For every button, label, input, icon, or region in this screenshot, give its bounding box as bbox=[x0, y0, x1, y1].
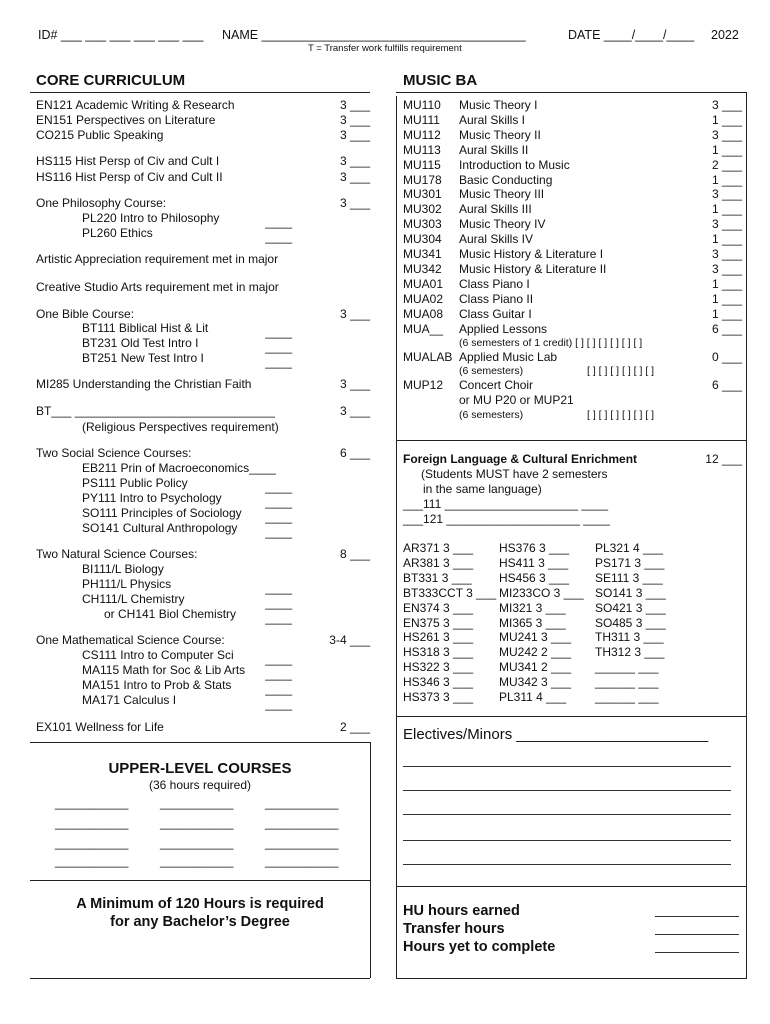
core-divider bbox=[30, 92, 370, 93]
core-course-label: Creative Studio Arts requirement met in major bbox=[36, 280, 279, 294]
music-course-code: MU304 bbox=[403, 232, 442, 247]
core-credit-blank[interactable]: ____ bbox=[265, 230, 292, 244]
enrichment-course[interactable]: MI365 3 ___ bbox=[499, 615, 566, 630]
music-course-name: Music History & Literature II bbox=[459, 261, 607, 276]
core-credit-blank[interactable]: ____ bbox=[265, 581, 292, 595]
foreign-language-1[interactable]: ___111 ____________________ ____ bbox=[403, 497, 609, 511]
music-credit-blank[interactable]: 1 ___ bbox=[711, 276, 742, 291]
core-credit-blank[interactable]: 3 ___ bbox=[339, 377, 370, 391]
minimum-line-2: for any Bachelor’s Degree bbox=[110, 914, 290, 930]
enrichment-course[interactable]: EN375 3 ___ bbox=[403, 615, 474, 630]
core-course-label: Artistic Appreciation requirement met in major bbox=[36, 252, 279, 266]
core-credit-blank[interactable]: 8 ___ bbox=[339, 547, 370, 561]
minimum-line-1: A Minimum of 120 Hours is required bbox=[76, 896, 324, 912]
enrichment-course[interactable]: HS318 3 ___ bbox=[403, 645, 474, 660]
year: 2022 bbox=[711, 28, 739, 42]
music-course-code: MUA__ bbox=[403, 321, 444, 336]
upper-course-blank[interactable]: ___________ bbox=[160, 854, 234, 868]
music-course-name: Music Theory IV bbox=[459, 217, 546, 232]
music-course-code: MU178 bbox=[403, 172, 442, 187]
choir-code: MUP12 bbox=[403, 378, 444, 392]
core-course-label: (Religious Perspectives requirement) bbox=[82, 420, 279, 434]
elective-blank[interactable] bbox=[403, 790, 731, 791]
upper-course-blank[interactable]: ___________ bbox=[55, 854, 129, 868]
transfer-note: T = Transfer work fulfills requirement bbox=[308, 43, 462, 54]
enrichment-course[interactable]: MU242 2 ___ bbox=[499, 645, 572, 660]
foreign-title: Foreign Language & Cultural Enrichment bbox=[403, 452, 638, 466]
foreign-note-1: (Students MUST have 2 semesters bbox=[421, 467, 608, 481]
music-course-code: MUA01 bbox=[403, 276, 444, 291]
music-credit-blank[interactable]: 1 ___ bbox=[711, 142, 742, 157]
core-course-label: Two Natural Science Courses: bbox=[36, 547, 198, 561]
enrichment-course[interactable]: MI321 3 ___ bbox=[499, 600, 566, 615]
music-course-name: Aural Skills IV bbox=[459, 232, 534, 247]
core-credit-blank[interactable]: 3 ___ bbox=[339, 128, 370, 142]
core-credit-blank[interactable]: ____ bbox=[265, 525, 292, 539]
music-credit-blank[interactable]: 2 ___ bbox=[711, 157, 742, 172]
music-course-code: MU301 bbox=[403, 187, 442, 202]
core-course-label: PS111 Public Policy bbox=[82, 476, 188, 490]
music-course-code: MU112 bbox=[403, 127, 441, 142]
music-credit-blank[interactable]: 3 ___ bbox=[711, 217, 742, 232]
core-credit-blank[interactable]: 3 ___ bbox=[339, 404, 370, 418]
music-credit-blank[interactable]: 3 ___ bbox=[711, 98, 742, 112]
music-course-name: Class Guitar I bbox=[459, 306, 532, 321]
music-course-code: MU110 bbox=[403, 98, 441, 112]
core-credit-blank[interactable]: 3 ___ bbox=[339, 307, 370, 321]
hours-divider bbox=[396, 886, 746, 887]
core-course-label: MA171 Calculus I bbox=[82, 693, 177, 707]
music-course-name: Class Piano I bbox=[459, 276, 530, 291]
core-credit-blank[interactable]: ____ bbox=[265, 611, 292, 625]
music-course-name: Aural Skills III bbox=[459, 202, 532, 217]
music-course-name: Basic Conducting bbox=[459, 172, 553, 187]
core-course-label: PH111/L Physics bbox=[82, 577, 172, 591]
enrichment-course[interactable]: HS411 3 ___ bbox=[499, 555, 569, 570]
enrichment-course[interactable]: HS261 3 ___ bbox=[403, 630, 474, 645]
music-course-code: MUA02 bbox=[403, 291, 444, 306]
music-credit-blank[interactable]: 3 ___ bbox=[711, 127, 742, 142]
upper-divider-top bbox=[30, 742, 370, 743]
core-credit-blank[interactable]: ____ bbox=[265, 596, 292, 610]
core-course-label: BT231 Old Test Intro I bbox=[82, 336, 199, 350]
music-course-name: Music Theory I bbox=[459, 98, 538, 112]
enrichment-course[interactable]: BT333CCT 3 ___ bbox=[403, 585, 497, 600]
enrichment-course[interactable]: SE111 3 ___ bbox=[595, 570, 663, 585]
enrichment-course[interactable]: HS346 3 ___ bbox=[403, 675, 474, 690]
music-course-name: Music Theory II bbox=[459, 127, 541, 142]
music-course-name: Introduction to Music bbox=[459, 157, 570, 172]
music-credit-blank[interactable]: 6 ___ bbox=[711, 321, 742, 336]
enrichment-course[interactable]: ______ ___ bbox=[595, 675, 659, 690]
enrichment-course[interactable]: SO485 3 ___ bbox=[595, 615, 666, 630]
foreign-credit[interactable]: 12 ___ bbox=[705, 452, 742, 466]
enrichment-course[interactable]: HS322 3 ___ bbox=[403, 660, 474, 675]
enrichment-course[interactable]: MU342 3 ___ bbox=[499, 675, 572, 690]
bottom-border-left bbox=[30, 978, 370, 979]
choir-name: Concert Choir bbox=[459, 378, 534, 392]
upper-subtitle: (36 hours required) bbox=[148, 778, 252, 792]
enrichment-course[interactable]: AR371 3 ___ bbox=[403, 541, 474, 555]
music-course-code: MUA08 bbox=[403, 306, 444, 321]
core-credit-blank[interactable]: ____ bbox=[265, 697, 292, 711]
music-credit-blank[interactable]: 1 ___ bbox=[711, 306, 742, 321]
electives-title: Electives/Minors _______________________ bbox=[403, 726, 709, 743]
core-course-label: EB211 Prin of Macroeconomics____ bbox=[82, 461, 276, 475]
upper-course-blank[interactable]: ___________ bbox=[265, 796, 339, 810]
enrichment-course[interactable]: PL311 4 ___ bbox=[499, 690, 567, 704]
music-course-code: MU115 bbox=[403, 157, 441, 172]
music-title: MUSIC BA bbox=[403, 72, 478, 89]
enrichment-course[interactable]: PS171 3 ___ bbox=[595, 555, 665, 570]
core-course-label: One Bible Course: bbox=[36, 307, 135, 321]
core-course-label: SO141 Cultural Anthropology bbox=[82, 521, 238, 535]
enrichment-course[interactable]: SO421 3 ___ bbox=[595, 600, 666, 615]
enrichment-course[interactable]: EN374 3 ___ bbox=[403, 600, 474, 615]
core-course-label: One Philosophy Course: bbox=[36, 196, 167, 210]
core-course-label: HS116 Hist Persp of Civ and Cult II bbox=[36, 170, 223, 184]
lab-note: (6 semesters) bbox=[459, 365, 524, 377]
core-course-label: CS111 Intro to Computer Sci bbox=[82, 648, 234, 662]
core-course-label: PL260 Ethics bbox=[82, 226, 153, 240]
enrichment-course[interactable]: MI233CO 3 ___ bbox=[499, 585, 584, 600]
core-credit-blank[interactable]: 3 ___ bbox=[339, 154, 370, 168]
upper-title: UPPER-LEVEL COURSES bbox=[108, 760, 292, 777]
elective-blank[interactable] bbox=[403, 840, 731, 841]
enrichment-course[interactable]: ______ ___ bbox=[595, 660, 659, 675]
core-course-label: MA151 Intro to Prob & Stats bbox=[82, 678, 232, 692]
upper-course-blank[interactable]: ___________ bbox=[55, 796, 129, 810]
upper-course-blank[interactable]: ___________ bbox=[265, 854, 339, 868]
music-course-code: MU341 bbox=[403, 247, 442, 261]
upper-course-blank[interactable]: ___________ bbox=[265, 836, 339, 850]
music-credit-blank[interactable]: 1 ___ bbox=[711, 112, 742, 127]
minimum-divider bbox=[30, 880, 370, 881]
music-course-code: MU113 bbox=[403, 142, 441, 157]
core-course-label: One Mathematical Science Course: bbox=[36, 633, 225, 647]
lab-code: MUALAB bbox=[403, 350, 453, 364]
foreign-divider bbox=[396, 440, 746, 441]
core-credit-blank[interactable]: ____ bbox=[265, 495, 292, 509]
core-course-label: MA115 Math for Soc & Lib Arts bbox=[82, 663, 246, 677]
core-credit-blank[interactable]: ____ bbox=[265, 340, 292, 354]
music-credit-blank[interactable]: 3 ___ bbox=[711, 261, 742, 276]
core-course-label: Two Social Science Courses: bbox=[36, 446, 192, 460]
lab-checkboxes[interactable]: [ ] [ ] [ ] [ ] [ ] [ ] bbox=[587, 365, 655, 377]
music-course-name: Applied Lessons bbox=[459, 321, 548, 336]
enrichment-course[interactable]: HS456 3 ___ bbox=[499, 570, 570, 585]
core-credit-blank[interactable]: 2 ___ bbox=[339, 720, 370, 734]
core-credit-blank[interactable]: ____ bbox=[265, 682, 292, 696]
core-credit-blank[interactable]: 3 ___ bbox=[339, 98, 370, 112]
core-course-label: or CH141 Biol Chemistry bbox=[104, 607, 237, 621]
core-credit-blank[interactable]: 3 ___ bbox=[339, 196, 370, 210]
enrichment-course[interactable]: PL321 4 ___ bbox=[595, 541, 664, 555]
music-credit-blank[interactable]: 3 ___ bbox=[711, 247, 742, 261]
core-course-label: EN151 Perspectives on Literature bbox=[36, 113, 216, 127]
music-course-name: Music History & Literature I bbox=[459, 247, 604, 261]
core-course-label: PL220 Intro to Philosophy bbox=[82, 211, 220, 225]
applied-note: (6 semesters of 1 credit) [ ] [ ] [ ] [ ] [ ] [ ] bbox=[459, 337, 643, 349]
music-credit-blank[interactable]: 1 ___ bbox=[711, 202, 742, 217]
choir-credit[interactable]: 6 ___ bbox=[711, 378, 742, 392]
enrichment-course[interactable]: HS373 3 ___ bbox=[403, 690, 474, 704]
music-course-code: MU302 bbox=[403, 202, 442, 217]
hours-remaining-label: Hours yet to complete bbox=[403, 939, 556, 955]
hu-hours-label: HU hours earned bbox=[403, 903, 520, 919]
core-credit-blank[interactable]: 3 ___ bbox=[339, 113, 370, 127]
enrichment-course[interactable]: MU241 3 ___ bbox=[499, 630, 572, 645]
enrichment-course[interactable]: SO141 3 ___ bbox=[595, 585, 666, 600]
core-course-label: EN121 Academic Writing & Research bbox=[36, 98, 235, 112]
music-divider bbox=[396, 92, 746, 93]
core-credit-blank[interactable]: ____ bbox=[265, 667, 292, 681]
upper-course-blank[interactable]: ___________ bbox=[55, 836, 129, 850]
elective-blank[interactable] bbox=[403, 864, 731, 865]
music-course-code: MU303 bbox=[403, 217, 442, 232]
music-course-name: Class Piano II bbox=[459, 291, 534, 306]
core-course-label: EX101 Wellness for Life bbox=[36, 720, 164, 734]
upper-course-blank[interactable]: ___________ bbox=[160, 816, 234, 830]
enrichment-course[interactable]: ______ ___ bbox=[595, 690, 659, 704]
core-credit-blank[interactable]: ____ bbox=[265, 480, 292, 494]
transfer-hours-label: Transfer hours bbox=[403, 921, 505, 937]
music-credit-blank[interactable]: 1 ___ bbox=[711, 232, 742, 247]
core-course-label: PY111 Intro to Psychology bbox=[82, 491, 222, 505]
core-course-label: BT111 Biblical Hist & Lit bbox=[82, 321, 209, 335]
column-divider bbox=[396, 96, 397, 979]
enrichment-course[interactable]: HS376 3 ___ bbox=[499, 541, 570, 555]
choir-checkboxes[interactable]: [ ] [ ] [ ] [ ] [ ] [ ] bbox=[587, 409, 655, 421]
enrichment-course[interactable]: TH311 3 ___ bbox=[595, 630, 664, 645]
electives-divider bbox=[396, 716, 746, 717]
date-field[interactable]: DATE ____/____/____ bbox=[568, 28, 695, 42]
core-course-label: SO111 Principles of Sociology bbox=[82, 506, 242, 520]
left-box-edge bbox=[370, 742, 371, 978]
id-field[interactable]: ID# ___ ___ ___ ___ ___ ___ bbox=[38, 28, 204, 42]
core-course-label: CO215 Public Speaking bbox=[36, 128, 164, 142]
core-credit-blank[interactable]: 3-4 ___ bbox=[329, 633, 370, 647]
core-credit-blank[interactable]: ____ bbox=[265, 325, 292, 339]
music-course-name: Aural Skills II bbox=[459, 142, 529, 157]
elective-blank[interactable] bbox=[403, 766, 731, 767]
core-title: CORE CURRICULUM bbox=[36, 72, 186, 89]
core-credit-blank[interactable]: ____ bbox=[265, 510, 292, 524]
upper-course-blank[interactable]: ___________ bbox=[265, 816, 339, 830]
music-course-code: MU111 bbox=[403, 112, 440, 127]
core-course-label: HS115 Hist Persp of Civ and Cult I bbox=[36, 154, 220, 168]
core-credit-blank[interactable]: 6 ___ bbox=[339, 446, 370, 460]
core-course-label: MI285 Understanding the Christian Faith bbox=[36, 377, 252, 391]
music-course-code: MU342 bbox=[403, 261, 442, 276]
music-credit-blank[interactable]: 1 ___ bbox=[711, 172, 742, 187]
upper-course-blank[interactable]: ___________ bbox=[160, 836, 234, 850]
upper-course-blank[interactable]: ___________ bbox=[160, 796, 234, 810]
transfer-hours-blank[interactable] bbox=[655, 934, 739, 935]
music-course-name: Aural Skills I bbox=[459, 112, 526, 127]
core-course-label: CH111/L Chemistry bbox=[82, 592, 185, 606]
bottom-border bbox=[396, 978, 746, 979]
elective-blank[interactable] bbox=[403, 814, 731, 815]
enrichment-course[interactable]: TH312 3 ___ bbox=[595, 645, 665, 660]
name-field[interactable]: NAME ______________________________________ bbox=[222, 28, 526, 42]
hu-hours-blank[interactable] bbox=[655, 916, 739, 917]
core-credit-blank[interactable]: 3 ___ bbox=[339, 170, 370, 184]
foreign-note-2: in the same language) bbox=[423, 482, 542, 496]
hours-remaining-blank[interactable] bbox=[655, 952, 739, 953]
music-course-name: Music Theory III bbox=[459, 187, 545, 202]
music-credit-blank[interactable]: 1 ___ bbox=[711, 291, 742, 306]
choir-alt: or MU P20 or MUP21 bbox=[459, 393, 574, 407]
core-credit-blank[interactable]: ____ bbox=[265, 215, 292, 229]
foreign-language-2[interactable]: ___121 ____________________ ____ bbox=[403, 512, 610, 526]
lab-name: Applied Music Lab bbox=[459, 350, 558, 364]
core-course-label: BT251 New Test Intro I bbox=[82, 351, 204, 365]
choir-note: (6 semesters) bbox=[459, 409, 524, 421]
upper-course-blank[interactable]: ___________ bbox=[55, 816, 129, 830]
core-credit-blank[interactable]: ____ bbox=[265, 355, 292, 369]
core-course-label: BT___ ______________________________ bbox=[36, 404, 275, 418]
enrichment-course[interactable]: AR381 3 ___ bbox=[403, 555, 474, 570]
lab-credit[interactable]: 0 ___ bbox=[711, 350, 742, 364]
right-box-edge bbox=[746, 92, 747, 979]
enrichment-course[interactable]: MU341 2 ___ bbox=[499, 660, 572, 675]
core-course-label: BI111/L Biology bbox=[82, 562, 164, 576]
music-credit-blank[interactable]: 3 ___ bbox=[711, 187, 742, 202]
enrichment-course[interactable]: BT331 3 ___ bbox=[403, 570, 472, 585]
core-credit-blank[interactable]: ____ bbox=[265, 652, 292, 666]
